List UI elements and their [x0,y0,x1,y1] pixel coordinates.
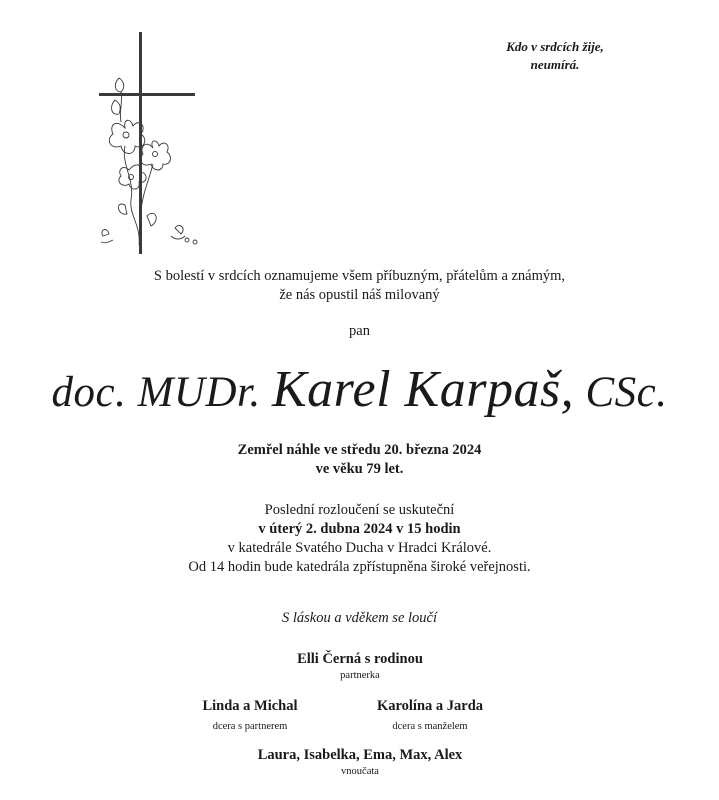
death-line-2: ve věku 79 let. [315,461,404,477]
farewell-line: S láskou a vděkem se loučí [281,610,438,626]
death-info [0,441,719,479]
deceased-name [0,362,719,421]
mourner-relation: vnoučata [341,766,379,777]
motto-line-1: Kdo v srdcích žije, [506,39,604,54]
name-prefix: doc. MUDr. [51,369,261,416]
cross-with-flowers-icon [95,30,210,255]
motto [455,38,655,74]
mourner-relation: dcera s partnerem [212,721,288,732]
mourner-name: Linda a Michal [202,698,298,714]
intro [0,267,719,305]
death-line-1: Zemřel náhle ve středu 20. března 2024 [237,442,482,458]
mourner-relation: dcera s manželem [392,721,468,732]
mourner-name: Elli Černá s rodinou [297,651,423,667]
mourner-name: Karolína a Jarda [376,698,484,714]
mourner-daughter-2 [350,697,510,734]
funeral-line-1: Poslední rozloučení se uskuteční [264,502,455,518]
mourner-relation: partnerka [340,670,380,681]
funeral-line-2: v úterý 2. dubna 2024 v 15 hodin [258,521,461,537]
funeral-line-3: v katedrále Svatého Ducha v Hradci Králové. [227,540,492,556]
name-main: Karel Karpaš, [272,361,575,418]
title-pan: pan [349,323,370,339]
mourner-daughter-1 [170,697,330,734]
funeral-info [0,501,719,577]
funeral-line-4: Od 14 hodin bude katedrála zpřístupněna široké veřejnosti. [188,559,531,575]
mourner-grandchildren [180,746,540,779]
intro-line-2: že nás opustil náš milovaný [279,287,440,303]
mourner-name: Laura, Isabelka, Ema, Max, Alex [257,747,463,763]
mourner-partner [210,650,510,683]
motto-line-2: neumírá. [530,57,580,72]
intro-line-1: S bolestí v srdcích oznamujeme všem příbuzným, přátelům a známým, [153,268,566,284]
name-suffix: CSc. [585,369,668,416]
